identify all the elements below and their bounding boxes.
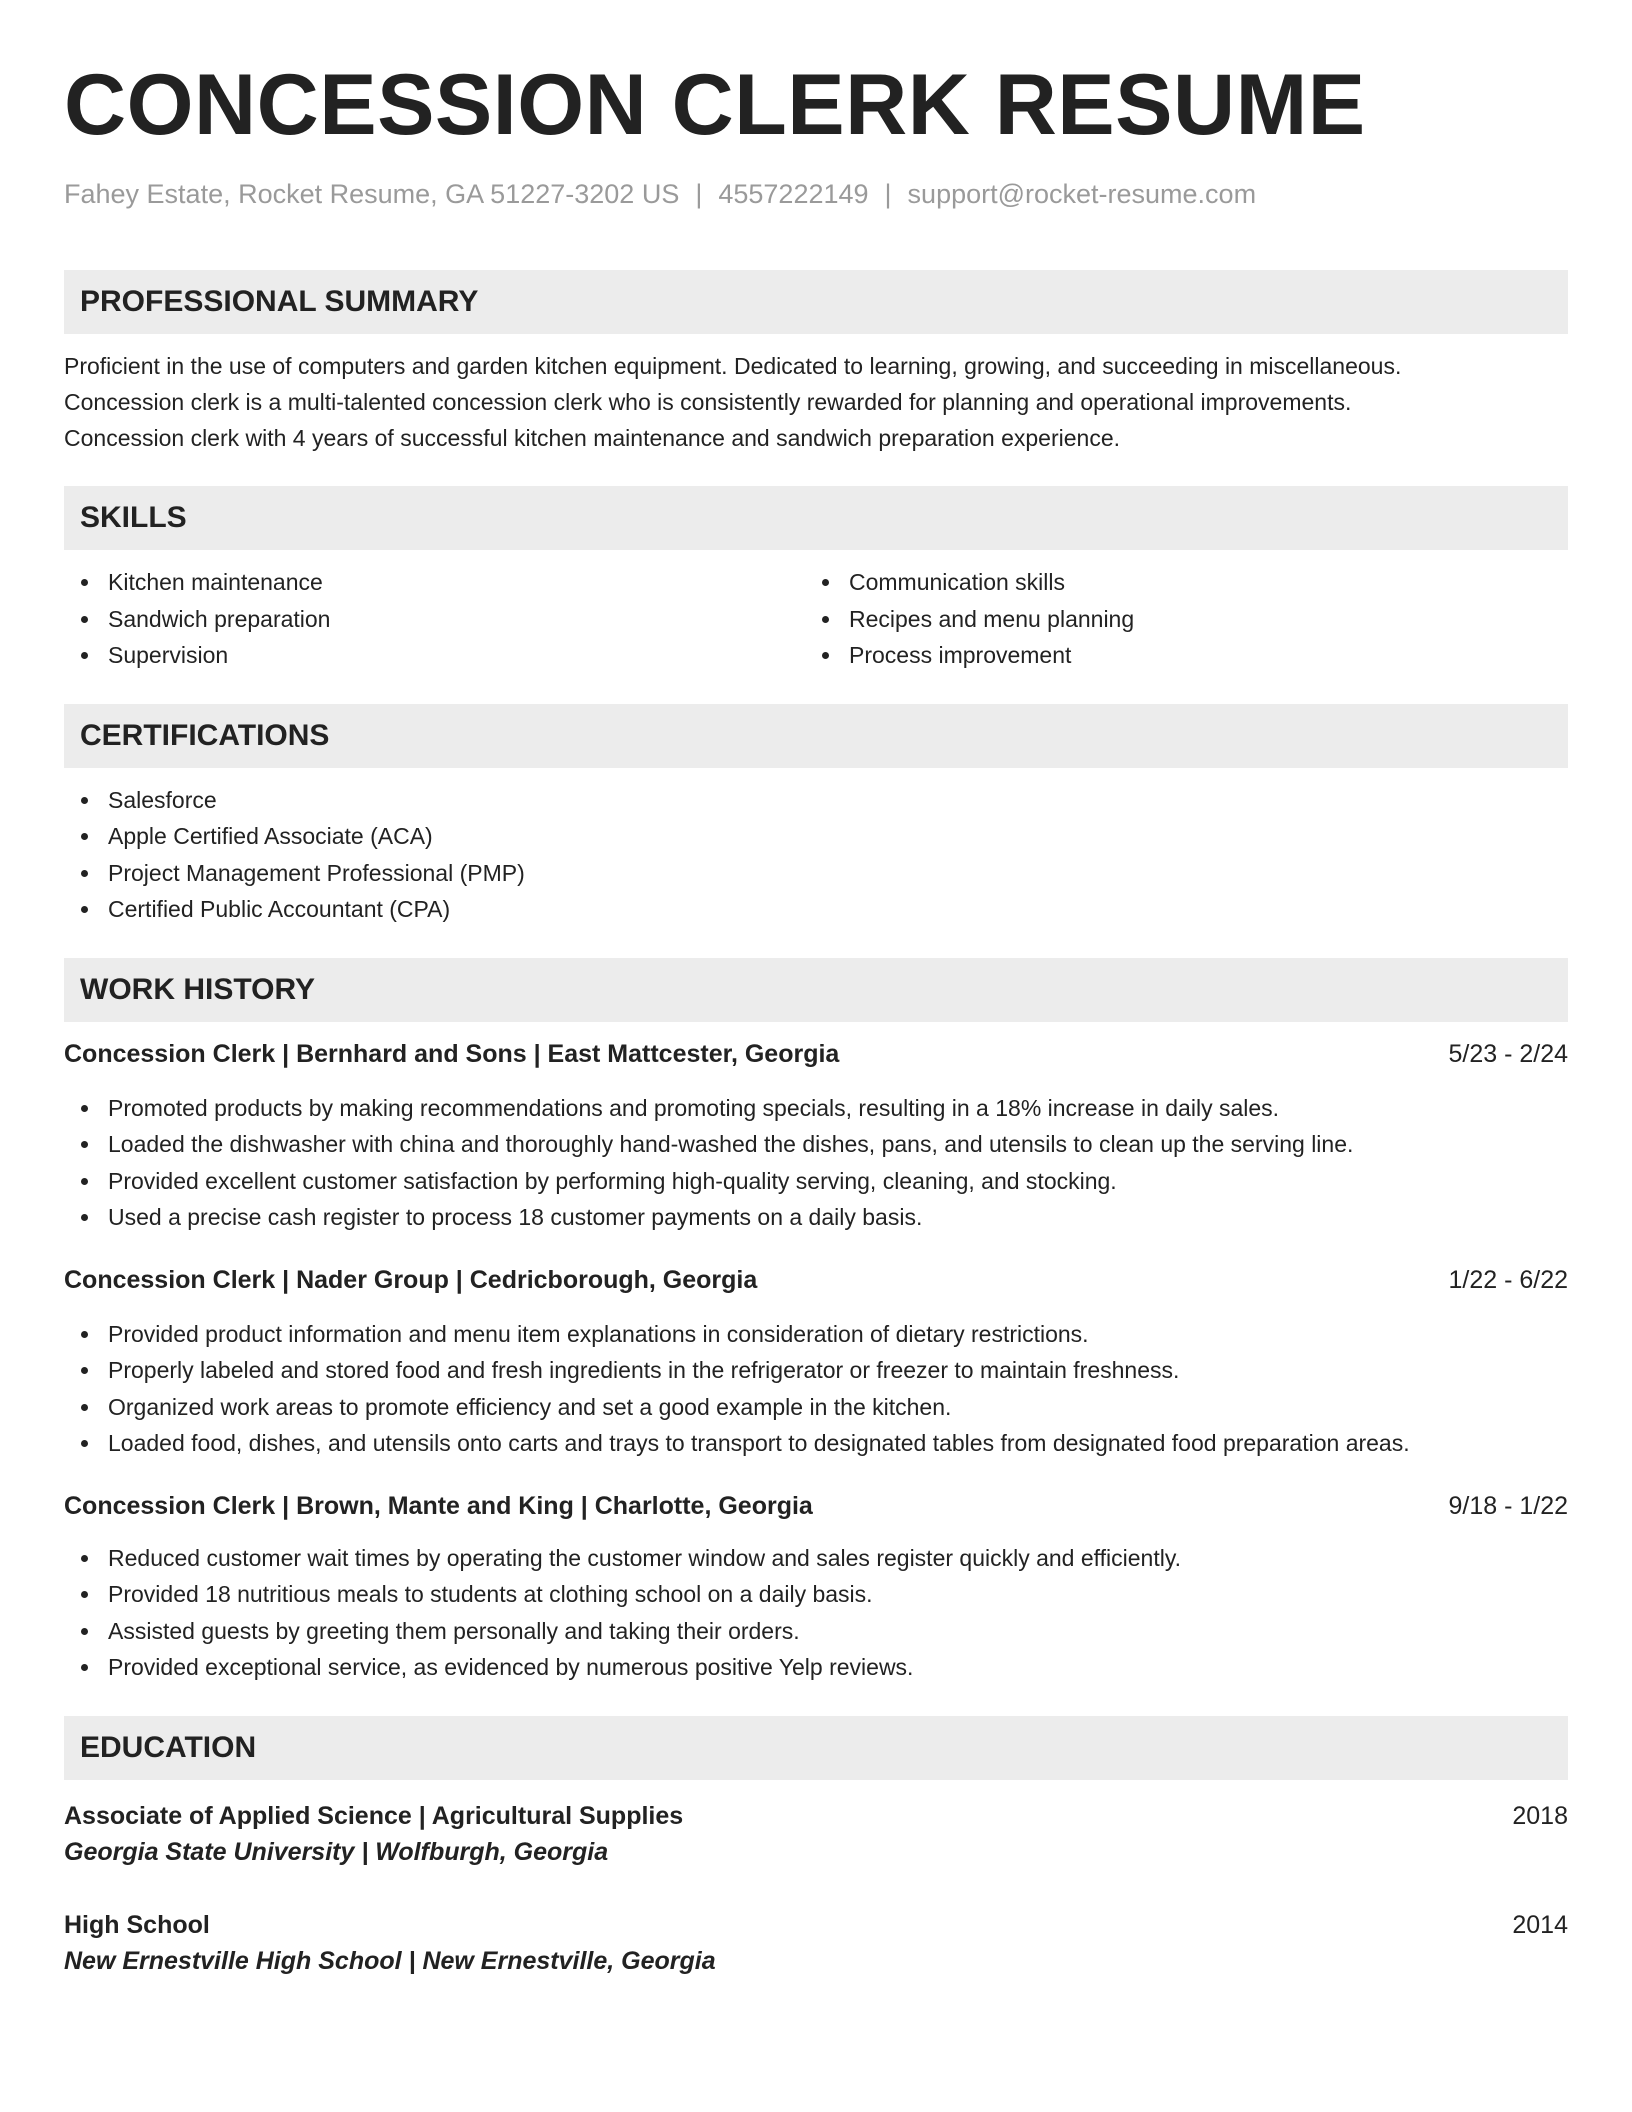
education-heading: EDUCATION <box>64 1716 1568 1780</box>
contact-email: support@rocket-resume.com <box>907 179 1257 209</box>
education-degree: High School <box>64 1910 210 1939</box>
job-header <box>64 1036 1568 1072</box>
job-title: Concession Clerk | Nader Group | Cedricborough, Georgia <box>64 1265 758 1294</box>
job-header <box>64 1262 1568 1298</box>
skills-grid <box>64 564 1568 674</box>
job-dates: 5/23 - 2/24 <box>1448 1039 1568 1068</box>
job-bullet: Loaded food, dishes, and utensils onto carts and trays to transport to designated tables from designated food preparation areas. <box>64 1425 1568 1462</box>
job-bullet: Properly labeled and stored food and fresh ingredients in the refrigerator or freezer to maintain freshness. <box>64 1352 1568 1389</box>
job-bullets <box>64 1316 1568 1462</box>
job-bullet: Used a precise cash register to process 18 customer payments on a daily basis. <box>64 1199 1568 1236</box>
education-entry <box>64 1907 1568 1979</box>
certification-item: Salesforce <box>64 782 1568 819</box>
summary-line: Concession clerk is a multi-talented concession clerk who is consistently rewarded for planning and operational improvements. <box>64 389 1352 415</box>
job-entry <box>64 1262 1568 1462</box>
job-bullet: Assisted guests by greeting them personally and taking their orders. <box>64 1613 1568 1650</box>
skill-item: Recipes and menu planning <box>805 601 1546 638</box>
skills-heading: SKILLS <box>64 486 1568 550</box>
job-bullet: Organized work areas to promote efficiency and set a good example in the kitchen. <box>64 1389 1568 1426</box>
job-bullet: Reduced customer wait times by operating the customer window and sales register quickly and efficiently. <box>64 1540 1568 1577</box>
summary-heading: PROFESSIONAL SUMMARY <box>64 270 1568 334</box>
job-bullet: Loaded the dishwasher with china and thoroughly hand-washed the dishes, pans, and utensils to clean up the serving line. <box>64 1126 1568 1163</box>
job-bullet: Provided product information and menu item explanations in consideration of dietary restrictions. <box>64 1316 1568 1353</box>
contact-separator: | <box>884 179 892 209</box>
job-header <box>64 1488 1568 1524</box>
job-title: Concession Clerk | Brown, Mante and King | Charlotte, Georgia <box>64 1491 813 1520</box>
summary-line: Concession clerk with 4 years of successful kitchen maintenance and sandwich preparation experience. <box>64 425 1121 451</box>
education-year: 2014 <box>1512 1910 1568 1939</box>
job-bullet: Provided exceptional service, as evidenced by numerous positive Yelp reviews. <box>64 1649 1568 1686</box>
contact-address: Fahey Estate, Rocket Resume, GA 51227-3202 US <box>64 179 680 209</box>
job-bullet: Promoted products by making recommendations and promoting specials, resulting in a 18% increase in daily sales. <box>64 1090 1568 1127</box>
work-history-heading: WORK HISTORY <box>64 958 1568 1022</box>
summary-line: Proficient in the use of computers and garden kitchen equipment. Dedicated to learning, growing, and succeeding in miscellaneous. <box>64 353 1402 379</box>
job-bullets <box>64 1540 1568 1686</box>
certification-item: Certified Public Accountant (CPA) <box>64 891 1568 928</box>
skill-item: Supervision <box>64 637 805 674</box>
education-entry <box>64 1798 1568 1870</box>
job-dates: 1/22 - 6/22 <box>1448 1265 1568 1294</box>
job-title: Concession Clerk | Bernhard and Sons | East Mattcester, Georgia <box>64 1039 840 1068</box>
resume-title: CONCESSION CLERK RESUME <box>64 57 1366 153</box>
job-bullet: Provided excellent customer satisfaction by performing high-quality serving, cleaning, and stocking. <box>64 1163 1568 1200</box>
contact-separator: | <box>695 179 703 209</box>
certification-item: Apple Certified Associate (ACA) <box>64 818 1568 855</box>
education-year: 2018 <box>1512 1801 1568 1830</box>
education-header <box>64 1907 1568 1943</box>
education-school: New Ernestville High School | New Ernestville, Georgia <box>64 1946 716 1975</box>
skill-item: Sandwich preparation <box>64 601 805 638</box>
education-school: Georgia State University | Wolfburgh, Georgia <box>64 1837 609 1866</box>
certification-item: Project Management Professional (PMP) <box>64 855 1568 892</box>
job-entry <box>64 1036 1568 1236</box>
education-header <box>64 1798 1568 1834</box>
education-degree: Associate of Applied Science | Agricultural Supplies <box>64 1801 684 1830</box>
contact-phone: 4557222149 <box>718 179 869 209</box>
job-bullets <box>64 1090 1568 1236</box>
job-entry <box>64 1488 1568 1686</box>
skill-item: Kitchen maintenance <box>64 564 805 601</box>
skill-item: Process improvement <box>805 637 1546 674</box>
skills-list-right <box>805 564 1546 674</box>
contact-line <box>64 177 1568 211</box>
skills-list-left <box>64 564 805 674</box>
certifications-list <box>64 782 1568 928</box>
job-bullet: Provided 18 nutritious meals to students at clothing school on a daily basis. <box>64 1576 1568 1613</box>
job-dates: 9/18 - 1/22 <box>1448 1491 1568 1520</box>
skill-item: Communication skills <box>805 564 1546 601</box>
certifications-heading: CERTIFICATIONS <box>64 704 1568 768</box>
summary-text <box>64 348 1568 456</box>
